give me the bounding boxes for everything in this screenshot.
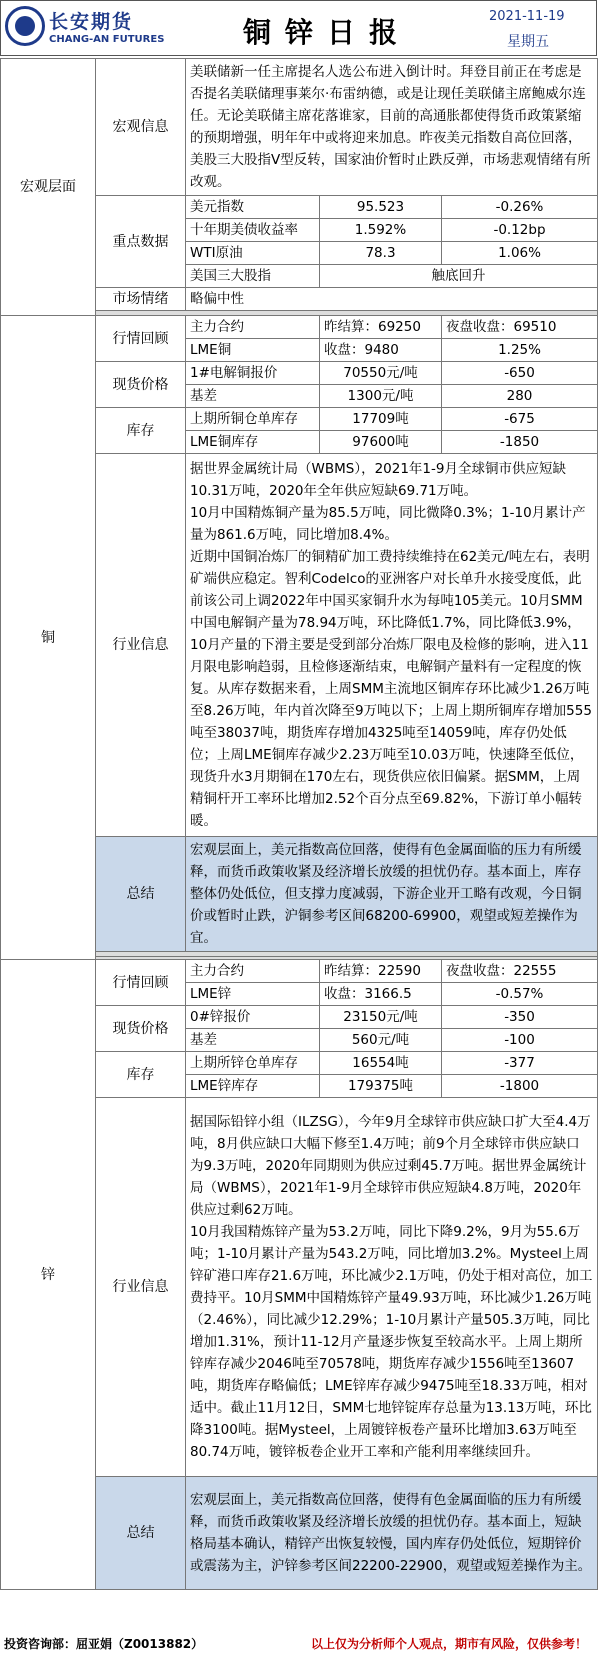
company-name-en: CHANG-AN FUTURES bbox=[49, 34, 165, 45]
copper-industry-label: 行业信息 bbox=[96, 454, 186, 837]
zinc-quote-label: 行情回顾 bbox=[96, 960, 186, 1006]
key-name: 十年期美债收益率 bbox=[186, 219, 320, 242]
copper-spot-label: 现货价格 bbox=[96, 362, 186, 408]
key-name: 美元指数 bbox=[186, 196, 320, 219]
stock-a: 17709吨 bbox=[320, 408, 442, 431]
zinc-summary-label: 总结 bbox=[96, 1477, 186, 1590]
key-name: 美国三大股指 bbox=[186, 265, 320, 288]
copper-industry-text: 据世界金属统计局（WBMS），2021年1-9月全球铜市供应短缺10.31万吨，2020年全年供应短缺69.71万吨。 10月中国精炼铜产量为85.5万吨，同比微降0.3%；1-10月累计产量为861.6万吨，同比增加8.4%。 近期中国铜冶炼厂的铜精矿加工费持续维持在62美元/吨左右，表明矿端供应稳定。智利Codelco的亚洲客户对长单升水接受度低，此前该公司上调2022年中国买家铜升水为每吨105美元。10月SMM中国电解铜产量为78.94万吨，环比降低1.7%，同比降低3.9%，10月产量的下滑主要是受到部分冶炼厂限电及检修的影响，进入11月限电影响趋弱，且检修逐渐结束，电解铜产量料有一定程度的恢复。从库存数据来看，上周SMM主流地区铜库存环比减少1.26万吨至8.26万吨，年内首次降至9万吨以下；上周上期所铜库存增加555吨至38037吨，期货库存增加4325吨至14059吨，库存仍处低位；上周LME铜库存减少2.23万吨至10.03万吨，快速降至低位，现货升水3月期铜在170左右，现货供应依旧偏紧。据SMM，上周精铜杆开工率环比增加2.52个百分点至69.82%，下游订单小幅转暖。 bbox=[186, 454, 598, 837]
spot-b: -650 bbox=[442, 362, 598, 385]
zinc-quote-row bbox=[1, 960, 598, 983]
quote-a: 收盘：3166.5 bbox=[320, 983, 442, 1006]
copper-summary-label: 总结 bbox=[96, 837, 186, 952]
zinc-spot-label: 现货价格 bbox=[96, 1006, 186, 1052]
stock-a: 97600吨 bbox=[320, 431, 442, 454]
company-logo-icon bbox=[5, 6, 45, 46]
spot-b: -100 bbox=[442, 1029, 598, 1052]
zinc-industry-label: 行业信息 bbox=[96, 1098, 186, 1477]
spot-name: 0#锌报价 bbox=[186, 1006, 320, 1029]
key-name: WTI原油 bbox=[186, 242, 320, 265]
key-data-label: 重点数据 bbox=[96, 196, 186, 288]
sentiment-label: 市场情绪 bbox=[96, 288, 186, 311]
key-value: 95.523 bbox=[320, 196, 442, 219]
zinc-stock-label: 库存 bbox=[96, 1052, 186, 1098]
spot-a: 70550元/吨 bbox=[320, 362, 442, 385]
quote-b: 夜盘收盘：69510 bbox=[442, 316, 598, 339]
report-date: 2021-11-19 bbox=[489, 9, 565, 24]
quote-name: LME铜 bbox=[186, 339, 320, 362]
copper-stock-label: 库存 bbox=[96, 408, 186, 454]
report-title: 铜锌日报 bbox=[243, 16, 412, 49]
key-change: 1.06% bbox=[442, 242, 598, 265]
quote-name: 主力合约 bbox=[186, 960, 320, 983]
stock-a: 179375吨 bbox=[320, 1075, 442, 1098]
quote-b: 1.25% bbox=[442, 339, 598, 362]
key-value: 触底回升 bbox=[320, 265, 598, 288]
key-change: -0.12bp bbox=[442, 219, 598, 242]
quote-b: -0.57% bbox=[442, 983, 598, 1006]
quote-a: 收盘：9480 bbox=[320, 339, 442, 362]
stock-b: -1850 bbox=[442, 431, 598, 454]
report-table bbox=[0, 58, 598, 1590]
report-weekday: 星期五 bbox=[507, 34, 549, 50]
analyst-info: 投资咨询部：屈亚娟（Z0013882） bbox=[4, 1637, 204, 1651]
stock-name: 上期所锌仓单库存 bbox=[186, 1052, 320, 1075]
macro-info-row bbox=[1, 59, 598, 196]
copper-quote-label: 行情回顾 bbox=[96, 316, 186, 362]
stock-b: -377 bbox=[442, 1052, 598, 1075]
stock-b: -675 bbox=[442, 408, 598, 431]
spot-a: 560元/吨 bbox=[320, 1029, 442, 1052]
quote-name: LME锌 bbox=[186, 983, 320, 1006]
stock-name: LME铜库存 bbox=[186, 431, 320, 454]
copper-section-label: 铜 bbox=[1, 316, 96, 960]
key-value: 78.3 bbox=[320, 242, 442, 265]
copper-summary-text: 宏观层面上，美元指数高位回落，使得有色金属面临的压力有所缓释，而货币政策收紧及经济增长放缓的担忧仍存。基本面上，库存整体仍处低位，但支撑力度减弱，下游企业开工略有改观，今日铜价或暂时止跌，沪铜参考区间68200-69900，观望或短差操作为宜。 bbox=[186, 837, 598, 952]
zinc-section-label: 锌 bbox=[1, 960, 96, 1590]
spot-b: 280 bbox=[442, 385, 598, 408]
report-footer bbox=[0, 1633, 599, 1653]
quote-name: 主力合约 bbox=[186, 316, 320, 339]
spot-b: -350 bbox=[442, 1006, 598, 1029]
stock-b: -1800 bbox=[442, 1075, 598, 1098]
spot-a: 1300元/吨 bbox=[320, 385, 442, 408]
stock-a: 16554吨 bbox=[320, 1052, 442, 1075]
spot-name: 基差 bbox=[186, 385, 320, 408]
sentiment-value: 略偏中性 bbox=[186, 288, 598, 311]
risk-disclaimer: 以上仅为分析师个人观点，期市有风险，仅供参考！ bbox=[310, 1637, 587, 1651]
stock-name: LME锌库存 bbox=[186, 1075, 320, 1098]
zinc-summary-text: 宏观层面上，美元指数高位回落，使得有色金属面临的压力有所缓释，而货币政策收紧及经济增长放缓的担忧仍存。基本面上，短缺格局基本确认，精锌产出恢复较慢，国内库存仍处低位，短期锌价或震荡为主，沪锌参考区间22200-22900，观望或短差操作为主。 bbox=[186, 1477, 598, 1590]
key-value: 1.592% bbox=[320, 219, 442, 242]
spot-name: 1#电解铜报价 bbox=[186, 362, 320, 385]
key-change: -0.26% bbox=[442, 196, 598, 219]
copper-quote-row bbox=[1, 316, 598, 339]
zinc-industry-text: 据国际铅锌小组（ILZSG），今年9月全球锌市供应缺口扩大至4.4万吨，8月供应缺口大幅下修至1.4万吨；前9个月全球锌市供应缺口为9.3万吨，2020年同期则为供应过剩45.7万吨。据世界金属统计局（WBMS），2021年1-9月全球锌市供应短缺4.8万吨，2020年供应过剩62万吨。 10月我国精炼锌产量为53.2万吨，同比下降9.2%，9月为55.6万吨；1-10月累计产量为543.2万吨，同比增加3.2%。Mysteel上周锌矿港口库存21.6万吨，环比减少2.1万吨，仍处于相对高位，加工费持平。10月SMM中国精炼锌产量49.93万吨，环比减少1.26万吨（2.46%），同比减少12.29%；1-10月累计产量505.3万吨，同比增加1.31%，预计11-12月产量逐步恢复至较高水平。上周上期所锌库存减少2046吨至70578吨，期货库存减少1556吨至13607吨，期货库存略偏低；LME锌库存减少9475吨至18.33万吨，相对适中。截止11月12日，SMM七地锌锭库存总量为13.13万吨，环比降3100吨。据Mysteel，上周镀锌板卷产量环比增加3.63万吨至80.74万吨，镀锌板卷企业开工率和产能利用率继续回升。 bbox=[186, 1098, 598, 1477]
macro-info-text: 美联储新一任主席提名人选公布进入倒计时。拜登目前正在考虑是否提名美联储理事莱尔·布雷纳德，或是让现任美联储主席鲍威尔连任。无论美联储主席花落谁家，目前的高通胀都使得货币政策紧缩的预期增强，明年年中或将迎来加息。昨夜美元指数自高位回落，美股三大股指V型反转，国家油价暂时止跌反弹，市场悲观情绪有所改观。 bbox=[186, 59, 598, 196]
spot-a: 23150元/吨 bbox=[320, 1006, 442, 1029]
quote-a: 昨结算：22590 bbox=[320, 960, 442, 983]
company-name: 长安期货 bbox=[49, 11, 134, 33]
quote-a: 昨结算：69250 bbox=[320, 316, 442, 339]
report-header bbox=[0, 0, 597, 56]
stock-name: 上期所铜仓单库存 bbox=[186, 408, 320, 431]
quote-b: 夜盘收盘：22555 bbox=[442, 960, 598, 983]
spot-name: 基差 bbox=[186, 1029, 320, 1052]
macro-info-label: 宏观信息 bbox=[96, 59, 186, 196]
macro-section-label: 宏观层面 bbox=[1, 59, 96, 316]
